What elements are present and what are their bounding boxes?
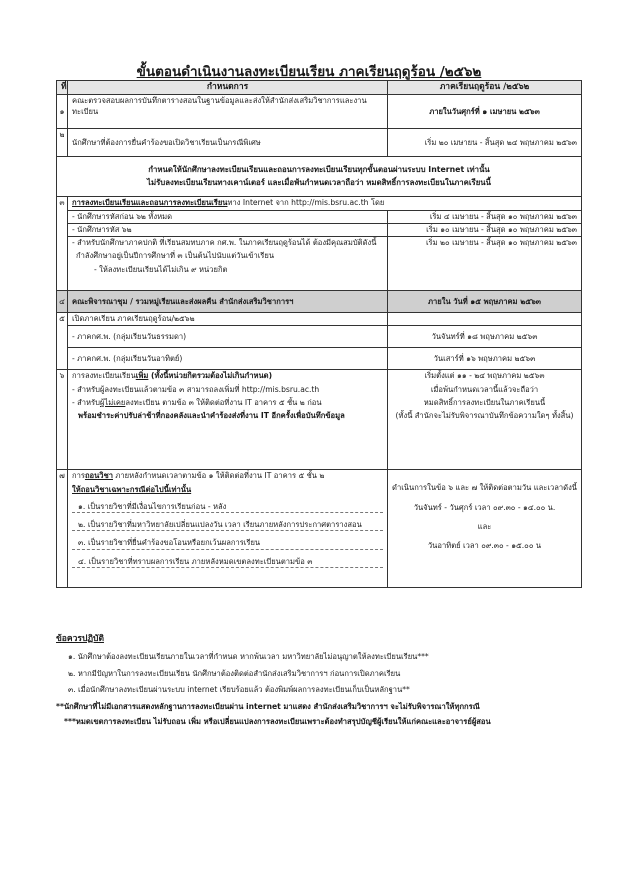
row-text: นักศึกษาที่ต้องการยื่นคำร้องขอเปิดวิชาเรียนเป็นกรณีพิเศษ xyxy=(68,129,388,157)
row-subheading: ให้ถอนวิชาเฉพาะกรณีต่อไปนี้เท่านั้น xyxy=(72,484,192,494)
note-warning: ***หมดเขตการลงทะเบียน ไม่รับถอน เพิ่ม หรือเปลี่ยนแปลงการลงทะเบียนเพราะต้องทำสรุปบัญชีผู้เรียนให้แก่คณะและอาจารย์ผู้สอน xyxy=(64,717,491,727)
row-line: - สำหรับผู้ลงทะเบียนแล้วตามข้อ ๓ สามารถลงเพิ่มที่ http://mis.bsru.ac.th xyxy=(72,384,320,394)
subrow-text: - ภาคกศ.พ. (กลุ่มเรียนวันธรรมดา) xyxy=(68,326,388,348)
row-date: ภายใน วันที่ ๑๕ พฤษภาคม ๒๕๖๓ xyxy=(388,291,582,313)
subrow-date: เริ่ม ๑๐ เมษายน - สิ้นสุด ๑๐ พฤษภาคม ๒๕๖๓ xyxy=(388,223,582,236)
date-line: (ทั้งนี้ สำนักจะไม่รับพิจารณาบันทึกข้อความใดๆ ทั้งสิ้น) xyxy=(395,411,574,421)
row-line-part: - สำหรับ xyxy=(72,397,100,407)
row-number: ๖ xyxy=(57,370,68,470)
subrow-date: วันเสาร์ที่ ๑๖ พฤษภาคม ๒๕๖๓ xyxy=(388,348,582,370)
row-line: พร้อมชำระค่าปรับล่าช้าที่กองคลังและนำคำร้องส่งที่งาน IT อีกครั้งเพื่อบันทึกข้อมูล xyxy=(78,411,345,421)
header-no: ที่ xyxy=(57,81,68,95)
note-item: ๓. เมื่อนักศึกษาลงทะเบียนผ่านระบบ internet เรียบร้อยแล้ว ต้องพิมพ์ผลการลงทะเบียนเก็บเป็นหลักฐาน** xyxy=(68,685,410,695)
list-item: ๒. เป็นรายวิชาที่มหาวิทยาลัยเปลี่ยนแปลงวัน เวลา เรียนภายหลังการประกาศตารางสอน xyxy=(72,520,383,531)
subrow-text: - นักศึกษารหัส ๖๒ xyxy=(68,223,388,236)
schedule-table xyxy=(56,80,582,588)
list-item: ๑. เป็นรายวิชาที่มีเงื่อนไขการเรียนก่อน - หลัง xyxy=(72,502,383,513)
announcement-line-1: กำหนดให้นักศึกษาลงทะเบียนเรียนและถอนการลงทะเบียนเรียนทุกขั้นตอนผ่านระบบ Internet เท่านั้น xyxy=(148,164,490,174)
row-text: คณะตรวจสอบผลการบันทึกตารางสอนในฐานข้อมูลและส่งให้สำนักส่งเสริมวิชาการและงานทะเบียน xyxy=(68,95,388,129)
row-heading-text: การ xyxy=(72,471,85,481)
table-row-highlight xyxy=(57,291,582,313)
row-number: ๗ xyxy=(57,470,68,588)
table-subrow xyxy=(57,210,582,223)
table-subrow xyxy=(57,326,582,348)
row-heading-text: ภายหลังกำหนดเวลาตามข้อ ๑ ให้ติดต่อที่งาน IT อาคาร ๕ ชั้น ๒ xyxy=(113,471,325,481)
table-row xyxy=(57,370,582,470)
subrow-text: - ภาคกศ.พ. (กลุ่มเรียนวันอาทิตย์) xyxy=(68,348,388,370)
row-heading-text: ทาง Internet จาก http://mis.bsru.ac.th โดย xyxy=(227,198,385,208)
subrow-text xyxy=(68,237,388,291)
row-heading xyxy=(72,371,383,381)
header-term: ภาคเรียนฤดูร้อน /๒๕๖๒ xyxy=(388,81,582,95)
list-item: ๓. เป็นรายวิชาที่ยื่นคำร้องขอโอนหรือยกเว้นผลการเรียน xyxy=(72,538,383,549)
row-heading-text: การลงทะเบียนเรียน xyxy=(72,371,136,381)
row-date: ภายในวันศุกร์ที่ ๑ เมษายน ๒๕๖๓ xyxy=(388,95,582,129)
row-text xyxy=(68,370,388,470)
row-number: ๑ xyxy=(57,95,68,129)
row-heading-bold: ถอนวิชา xyxy=(84,471,113,481)
date-line: ดำเนินการในข้อ ๖ และ ๗ ให้ติดต่อตามวัน และเวลาดังนี้ xyxy=(392,483,577,493)
date-line: หมดสิทธิ์การลงทะเบียนในภาคเรียนนี้ xyxy=(423,397,546,407)
announcement-line-2: ไม่รับลงทะเบียนเรียนทางเคาน์เตอร์ และเมื่อพ้นกำหนดเวลาถือว่า หมดสิทธิ์การลงทะเบียนในภาคเรียนนี้ xyxy=(147,178,491,188)
table-subrow xyxy=(57,223,582,236)
date-line: วันอาทิตย์ เวลา ๐๙.๓๐ - ๑๕.๐๐ น xyxy=(427,541,542,551)
row-heading-note: (ทั้งนี้หน่วยกิตรวมต้องไม่เกินกำหนด) xyxy=(148,371,273,381)
subrow-line: - ให้ลงทะเบียนเรียนได้ไม่เกิน ๙ หน่วยกิต xyxy=(94,264,228,274)
row-heading-bold: การลงทะเบียนเรียนและถอนการลงทะเบียนเรียน xyxy=(72,198,228,208)
date-line: และ xyxy=(477,521,492,531)
row-number: ๕ xyxy=(57,313,68,370)
list-item: ๔. เป็นรายวิชาที่ทราบผลการเรียน ภายหลังหมดเขตลงทะเบียนตามข้อ ๓ xyxy=(72,557,383,568)
table-row xyxy=(57,129,582,157)
row-heading xyxy=(68,197,582,210)
table-subrow xyxy=(57,237,582,291)
announcement xyxy=(57,157,582,197)
row-date: เริ่ม ๒๐ เมษายน - สิ้นสุด ๒๔ พฤษภาคม ๒๕๖๓ xyxy=(388,129,582,157)
row-date-empty xyxy=(388,313,582,326)
row-line-part: ลงทะเบียน ตามข้อ ๓ ให้ติดต่อที่งาน IT อาคาร ๕ ชั้น ๒ ก่อน xyxy=(125,397,322,407)
date-line: วันจันทร์ - วันศุกร์ เวลา ๐๙.๓๐ - ๑๔.๐๐ น. xyxy=(413,502,556,512)
row-text: คณะพิจารณาชุม / รวมหมู่เรียนและส่งผลคืน สำนักส่งเสริมวิชาการฯ xyxy=(68,291,388,313)
table-header-row xyxy=(57,81,582,95)
row-number: ๓ xyxy=(57,197,68,291)
date-line: เริ่มตั้งแต่ ๑๑ - ๒๔ พฤษภาคม ๒๕๖๓ xyxy=(424,371,545,381)
document-title: ขั้นตอนดำเนินงานลงทะเบียนเรียน ภาคเรียนฤดูร้อน /๒๕๖๒ xyxy=(136,64,482,80)
row-date xyxy=(388,470,582,588)
row-text xyxy=(68,470,388,588)
row-date xyxy=(388,370,582,470)
row-number: ๔ xyxy=(57,291,68,313)
subrow-line: - สำหรับนักศึกษาภาคปกติ ที่เรียนสมทบภาค กศ.พ. ในภาคเรียนฤดูร้อนได้ ต้องมีคุณสมบัติดังนี้ xyxy=(72,238,377,248)
announcement-row xyxy=(57,157,582,197)
note-item: ๒. หากมีปัญหาในการลงทะเบียนเรียน นักศึกษาต้องติดต่อสำนักส่งเสริมวิชาการฯ ก่อนการเปิดภาคเรียน xyxy=(68,668,401,678)
row-line xyxy=(72,398,383,408)
subrow-date: เริ่ม ๒๐ เมษายน - สิ้นสุด ๑๐ พฤษภาคม ๒๕๖๓ xyxy=(388,237,582,291)
row-text: เปิดภาคเรียน ภาคเรียนฤดูร้อน/๒๕๖๒ xyxy=(68,313,388,326)
notes-heading: ข้อควรปฏิบัติ xyxy=(56,634,104,644)
note-item: ๑. นักศึกษาต้องลงทะเบียนเรียนภายในเวลาที่กำหนด หากพ้นเวลา มหาวิทยาลัยไม่อนุญาตให้ลงทะเบียนเรียน*** xyxy=(68,651,429,661)
subrow-text: - นักศึกษารหัสก่อน ๖๒ ทั้งหมด xyxy=(68,210,388,223)
row-heading-bold: เพิ่ม xyxy=(135,371,149,381)
row-line-underlined: ผู้ไม่เคย xyxy=(99,397,126,407)
note-warning: **นักศึกษาที่ไม่มีเอกสารแสดงหลักฐานการลงทะเบียนผ่าน internet มาแสดง สำนักส่งเสริมวิชาการฯ จะไม่รับพิจารณาให้ทุกกรณี xyxy=(56,701,480,711)
table-row xyxy=(57,470,582,588)
date-line: เมื่อพ้นกำหนดเวลานี้แล้วจะถือว่า xyxy=(430,384,539,394)
subrow-date: วันจันทร์ที่ ๑๘ พฤษภาคม ๒๕๖๓ xyxy=(388,326,582,348)
table-row xyxy=(57,197,582,210)
row-number: ๒ xyxy=(57,129,68,157)
subrow-line: กำลังศึกษาอยู่เป็นปีการศึกษาที่ ๓ เป็นต้นไปนับแต่วันเข้าเรียน xyxy=(76,251,275,261)
row-heading xyxy=(72,471,383,481)
header-schedule: กำหนดการ xyxy=(68,81,388,95)
notes-section xyxy=(56,634,581,733)
table-row xyxy=(57,313,582,326)
table-row xyxy=(57,95,582,129)
table-subrow xyxy=(57,348,582,370)
subrow-date: เริ่ม ๔ เมษายน - สิ้นสุด ๑๐ พฤษภาคม ๒๕๖๓ xyxy=(388,210,582,223)
